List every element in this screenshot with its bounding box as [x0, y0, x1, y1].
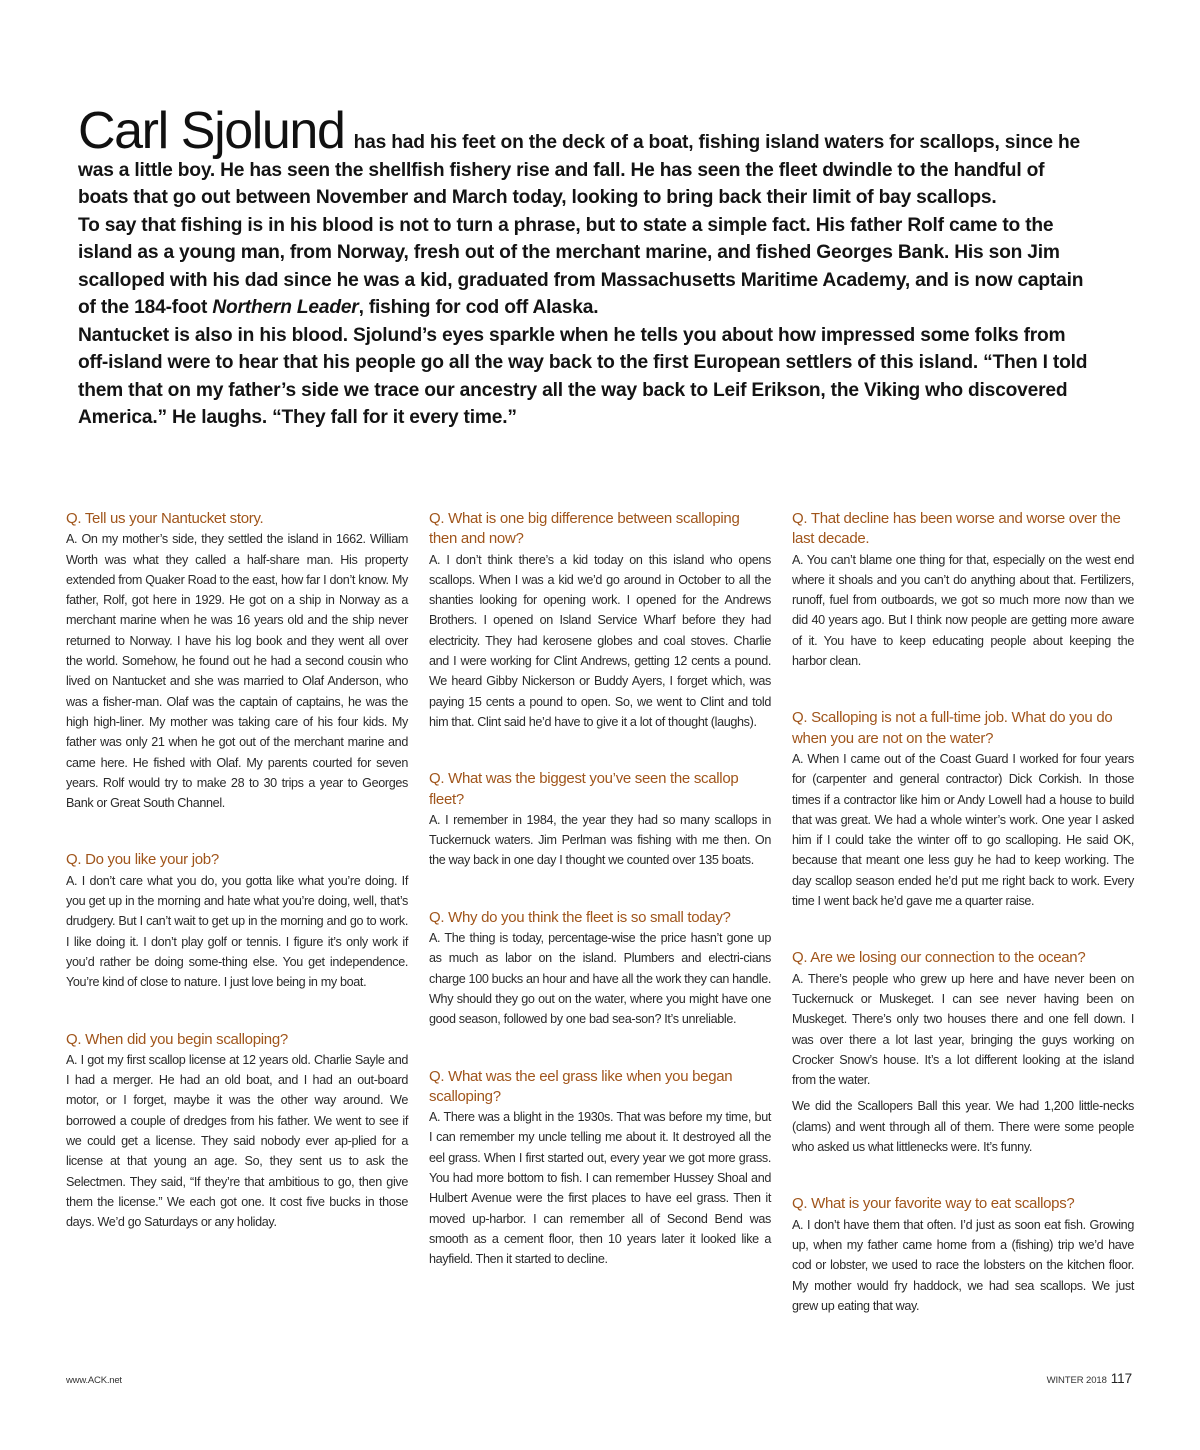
column-3 — [792, 509, 1134, 1353]
intro-paragraph-3: Nantucket is also in his blood. Sjolund’s eyes sparkle when he tells you about how impressed some folks from off-island were to hear that his people go all the way back to the first European settlers of this island. “Then I told them that on my father’s side we trace our ancestry all the way back to Leif Erikson, the Viking who discovered America.” He laughs. “They fall for it every time.” — [78, 324, 1088, 428]
qa-block — [792, 509, 1134, 671]
answer: A. I remember in 1984, the year they had so many scallops in Tuckernuck waters. Jim Perlman was fishing with me then. On the way back in one day I thought we counted over 135 boats. — [429, 812, 771, 868]
question: Q. Tell us your Nantucket story. — [66, 510, 264, 527]
qa-block — [792, 1194, 1134, 1316]
answer: A. I don’t care what you do, you gotta like what you’re doing. If you get up in the morning and hate what you’re doing, well, that’s drudgery. But I can’t wait to get up in the morning and go to work. I like doing it. I don’t play golf or tennis. I figure it’s only work if you’d rather be doing some-thing else. You get independence. You’re kind of close to nature. I just love being in my boat. — [66, 873, 408, 990]
answer: A. I don’t have them that often. I’d just as soon eat fish. Growing up, when my father came home from a (fishing) trip we’d have cod or lobster, we used to race the lobsters on the kitchen floor. My mother would fry haddock, we had sea scallops. We just grew up eating that way. — [792, 1217, 1134, 1313]
question: Q. What is one big difference between scalloping then and now? — [429, 510, 740, 548]
qa-block — [66, 509, 408, 813]
qa-block — [792, 708, 1134, 911]
qa-block — [66, 850, 408, 992]
footer-website: www.ACK.net — [66, 1375, 122, 1386]
question: Q. When did you begin scalloping? — [66, 1030, 288, 1048]
subject-name: Carl Sjolund — [78, 102, 345, 160]
issue-label: WINTER 2018 — [1046, 1375, 1107, 1386]
answer: A. There was a blight in the 1930s. That was before my time, but I can remember my uncle telling me about it. It destroyed all the eel grass. When I first started out, every year we got more grass. You had more bottom to fish. I can remember Hussey Shoal and Hulbert Avenue were the first places to have eel grass. Then it moved up-harbor. I can remember all of Second Bend was smooth as a cement floor, then 10 years later it looked like a hayfield. Then it started to decline. — [429, 1110, 771, 1267]
question: Q. Are we losing our connection to the ocean? — [792, 949, 1086, 967]
question: Q. What was the biggest you’ve seen the scallop fleet? — [429, 770, 739, 808]
answer: A. On my mother’s side, they settled the island in 1662. William Worth was what they called a half-share man. His property extended from Quaker Road to the east, how far I don’t know. My father, Rolf, got here in 1929. He got on a ship in Norway as a merchant marine when he was 16 years old and the ship never returned to Norway. I have his log book and they went all over the world. Somehow, he found out he had a second cousin who lived on Nantucket and she was married to Olaf Anderson, who was a fisher-man. Olaf was the captain of captains, he was the high high-liner. My mother was taking care of his four kids. My father was only 21 when he got out of the merchant marine and came here. He fished with Olaf. My parents courted for seven years. Rolf would try to make 28 to 30 trips a year to Georges Bank or Great South Channel. — [66, 532, 408, 811]
qa-block — [429, 1067, 771, 1270]
intro-text-2b: , fishing for cod off Alaska. — [358, 297, 599, 318]
column-1 — [66, 509, 408, 1270]
question: Q. What is your favorite way to eat scallops? — [792, 1195, 1075, 1213]
answer: A. There’s people who grew up here and have never been on Tuckernuck or Muskeget. I can see never having been on Muskeget. There’s only two houses there and one fell down. I was over there a lot last year, bringing the guys working on Crocker Snow’s house. It’s a lot different looking at the island from the water. — [792, 971, 1134, 1088]
ship-name: Northern Leader — [212, 297, 359, 318]
column-2 — [429, 509, 771, 1307]
answer: A. The thing is today, percentage-wise the price hasn’t gone up as much as labor on the island. Plumbers and electri-cians charge 100 bucks an hour and have all the work they can handle. Why should they go out on the water, where you might have one good season, followed by one bad sea-son? It’s unreliable. — [429, 931, 772, 1027]
intro-paragraph-1 — [78, 102, 1088, 212]
page-number: 117 — [1110, 1371, 1132, 1386]
intro-text-1: has had his feet on the deck of a boat, fishing island waters for scallops, since he was a little boy. He has seen the shellfish fishery rise and fall. He has seen the fleet dwindle to the handful of boats that go out between November and March today, looking to bring back their limit of bay scallops. — [78, 132, 1080, 208]
question: Q. Do you like your job? — [66, 851, 219, 869]
qa-block — [429, 509, 771, 732]
question: Q. What was the eel grass like when you began scalloping? — [429, 1067, 733, 1105]
answer-continued: We did the Scallopers Ball this year. We had 1,200 little-necks (clams) and went through all of them. There were some people who asked us what littlenecks were. It’s funny. — [792, 1099, 1134, 1155]
qa-block — [429, 769, 771, 870]
qa-block — [792, 948, 1134, 1157]
question: Q. That decline has been worse and worse over the last decade. — [792, 510, 1121, 548]
answer: A. When I came out of the Coast Guard I worked for four years for (carpenter and general contractor) Dick Corkish. In those times if a contractor like him or Andy Lowell had a house to build that was great. We had a whole winter’s work. One year I asked him if I could take the winter off to go scalloping. He said OK, because that meant one less guy he had to keep working. The day scallop season ended he’d put me right back to work. Every time I went back he’d gave me a quarter raise. — [792, 751, 1134, 909]
question: Q. Why do you think the fleet is so small today? — [429, 908, 731, 926]
intro-text-2a: To say that fishing is in his blood is not to turn a phrase, but to state a simple fact. His father Rolf came to the island as a young man, from Norway, fresh out of the merchant marine, and fished Georges Bank. His son Jim scalloped with his dad since he was a kid, graduated from Massachusetts Maritime Academy, and is now captain of the 184-foot — [78, 214, 1084, 318]
answer: A. I don’t think there’s a kid today on this island who opens scallops. When I was a kid we’d go around in October to all the shanties looking for opening work. I opened for the Andrews Brothers. I opened on Island Service Wharf before they had electricity. They had kerosene globes and coal stoves. Charlie and I were working for Clint Andrews, getting 12 cents a pound. We heard Gibby Nickerson or Buddy Ayers, I forget which, was paying 15 cents a pound to open. So, we went to Clint and told him that. Clint said he’d have to give it a lot of thought (laughs). — [429, 552, 771, 729]
qa-block — [66, 1030, 408, 1233]
question: Q. Scalloping is not a full-time job. What do you do when you are not on the water? — [792, 709, 1113, 747]
footer-issue — [1047, 1371, 1132, 1386]
intro — [78, 102, 1088, 432]
answer: A. You can’t blame one thing for that, especially on the west end where it shoals and you can’t do anything about that. Fertilizers, runoff, fuel from outboards, we got so much more now than we did 40 years ago. But I think now people are getting more aware of it. You have to keep educating people about keeping the harbor clean. — [792, 552, 1134, 669]
answer: A. I got my first scallop license at 12 years old. Charlie Sayle and I had a merger. He had an old boat, and I had an out-board motor, or I forget, maybe it was the other way around. We borrowed a couple of dredges from his father. We went to see if we could get a license. They said nobody ever ap-plied for a license at that young an age. So, they sent us to ask the Selectmen. They said, “If they’re that ambitious to go, then give them the license.” We each got one. It cost five bucks in those days. We’d go Saturdays or any holiday. — [66, 1052, 408, 1230]
intro-paragraph-2 — [78, 212, 1088, 322]
qa-block — [429, 908, 771, 1030]
